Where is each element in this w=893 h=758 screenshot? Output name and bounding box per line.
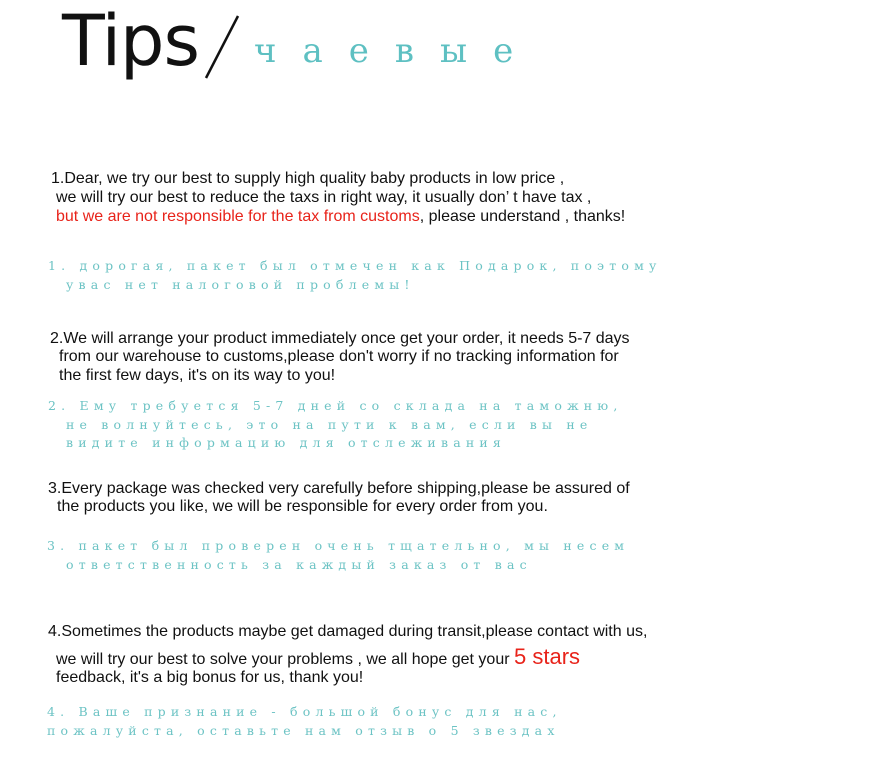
- tip-4-russian-line-2: пожалуйста, оставьте нам отзыв о 5 звездах: [47, 723, 560, 738]
- tip-1-russian-line-1: 1. дорогая, пакет был отмечен как Подарок, поэтому: [48, 258, 662, 273]
- tip-4-english-line-2: [56, 644, 581, 669]
- tip-1-english-line-1: 1.Dear, we try our best to supply high quality baby products in low price ,: [51, 170, 565, 187]
- tip-4-english-line-1: 4.Sometimes the products maybe get damaged during transit,please contact with us,: [48, 623, 648, 640]
- tip-2-russian-line-1: 2. Ему требуется 5-7 дней со склада на таможню,: [48, 398, 623, 413]
- tip-4-english-line-2-text: we will try our best to solve your problems , we all hope get your: [56, 651, 510, 668]
- tips-title: Tips: [62, 0, 199, 82]
- tip-2-english-line-3: the first few days, it's on its way to you!: [59, 367, 336, 384]
- tip-2-russian-line-2: не волнуйтесь, это на пути к вам, если вы не: [66, 417, 593, 432]
- tip-1-english-line-2: we will try our best to reduce the taxs in right way, it usually don’ t have tax ,: [56, 189, 592, 206]
- tip-3-russian-line-1: 3. пакет был проверен очень тщательно, мы несем: [47, 538, 630, 553]
- tip-1-english-line-3: [56, 207, 625, 226]
- tip-1-english-tail: , please understand , thanks!: [419, 208, 626, 225]
- tip-2-russian-line-3: видите информацию для отслеживания: [66, 435, 507, 450]
- slash-divider: [200, 14, 242, 80]
- tip-3-english-line-2: the products you like, we will be responsible for every order from you.: [57, 498, 548, 515]
- tip-4-english-line-3: feedback, it's a big bonus for us, thank you!: [56, 669, 364, 686]
- tips-title-russian: чаевые: [254, 31, 540, 71]
- tip-3-english-line-1: 3.Every package was checked very carefully before shipping,please be assured of: [48, 480, 630, 497]
- tip-1-russian-line-2: увас нет налоговой проблемы!: [66, 277, 415, 292]
- five-stars-highlight: 5 stars: [514, 644, 581, 669]
- tip-4-russian-line-1: 4. Ваше признание - большой бонус для нас,: [47, 704, 562, 719]
- tip-2-english-line-2: from our warehouse to customs,please don't worry if no tracking information for: [59, 348, 619, 365]
- tip-2-english-line-1: 2.We will arrange your product immediately once get your order, it needs 5-7 days: [50, 330, 630, 347]
- tip-3-russian-line-2: ответственность за каждый заказ от вас: [66, 557, 532, 572]
- tip-1-red-disclaimer: but we are not responsible for the tax from customs: [56, 208, 420, 225]
